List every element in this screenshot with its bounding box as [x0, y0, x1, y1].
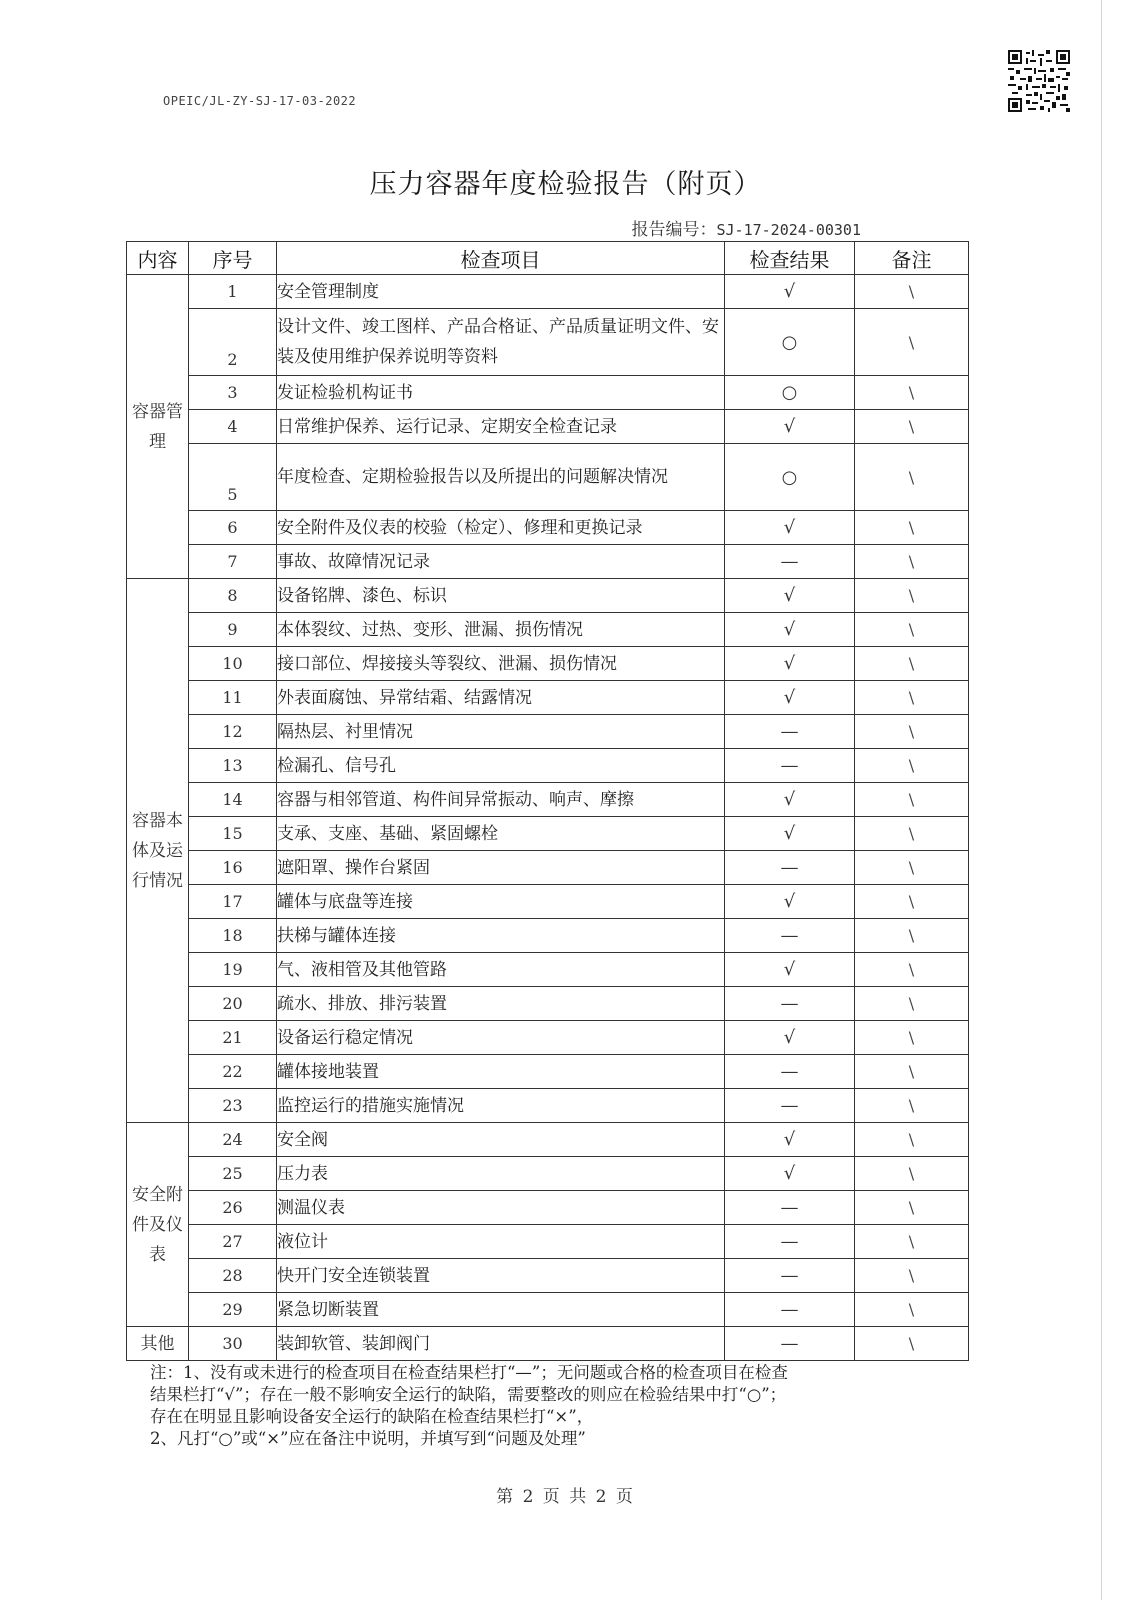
- note-line: 注：1、没有或未进行的检查项目在检查结果栏打“—”；无问题或合格的检查项目在检查: [150, 1363, 788, 1382]
- row-remark: \: [855, 1021, 969, 1055]
- table-row: [127, 1123, 969, 1157]
- row-number: 30: [189, 1327, 277, 1361]
- row-result: √: [725, 783, 855, 817]
- row-result: ○: [725, 444, 855, 511]
- row-remark: \: [855, 545, 969, 579]
- row-result: ○: [725, 309, 855, 376]
- table-row: [127, 1327, 969, 1361]
- table-row: [127, 1259, 969, 1293]
- row-remark: \: [855, 1259, 969, 1293]
- row-item: 设备运行稳定情况: [277, 1021, 725, 1055]
- category-other: 其他: [127, 1327, 189, 1361]
- header-number: 序号: [189, 242, 277, 275]
- note-line: 存在在明显且影响设备安全运行的缺陷在检查结果栏打“×”，: [150, 1407, 594, 1426]
- row-remark: \: [855, 1293, 969, 1327]
- row-result: √: [725, 613, 855, 647]
- table-row: [127, 579, 969, 613]
- row-result: —: [725, 1089, 855, 1123]
- row-item: 测温仪表: [277, 1191, 725, 1225]
- row-number: 6: [189, 511, 277, 545]
- table-row: [127, 613, 969, 647]
- row-result: —: [725, 545, 855, 579]
- row-result: √: [725, 410, 855, 444]
- table-row: [127, 647, 969, 681]
- notes: [150, 1362, 940, 1450]
- inspection-checklist-table: [126, 241, 969, 1361]
- row-result: —: [725, 749, 855, 783]
- row-remark: \: [855, 681, 969, 715]
- row-number: 10: [189, 647, 277, 681]
- row-number: 17: [189, 885, 277, 919]
- report-number-value: SJ-17-2024-00301: [716, 221, 861, 239]
- table-row: [127, 1191, 969, 1225]
- row-remark: \: [855, 309, 969, 376]
- table-row: [127, 1021, 969, 1055]
- row-result: √: [725, 1157, 855, 1191]
- row-remark: \: [855, 410, 969, 444]
- row-result: √: [725, 817, 855, 851]
- row-remark: \: [855, 987, 969, 1021]
- row-number: 20: [189, 987, 277, 1021]
- row-number: 18: [189, 919, 277, 953]
- row-item: 隔热层、衬里情况: [277, 715, 725, 749]
- row-remark: \: [855, 1157, 969, 1191]
- row-number: 24: [189, 1123, 277, 1157]
- row-remark: \: [855, 376, 969, 410]
- row-item: 年度检查、定期检验报告以及所提出的问题解决情况: [277, 444, 725, 511]
- row-result: √: [725, 885, 855, 919]
- row-number: 15: [189, 817, 277, 851]
- row-remark: \: [855, 511, 969, 545]
- row-item: 日常维护保养、运行记录、定期安全检查记录: [277, 410, 725, 444]
- row-number: 23: [189, 1089, 277, 1123]
- row-result: —: [725, 1191, 855, 1225]
- table-row: [127, 681, 969, 715]
- row-result: √: [725, 647, 855, 681]
- table-row: [127, 275, 969, 309]
- row-remark: \: [855, 851, 969, 885]
- row-item: 罐体接地装置: [277, 1055, 725, 1089]
- row-item: 紧急切断装置: [277, 1293, 725, 1327]
- row-remark: \: [855, 1123, 969, 1157]
- row-remark: \: [855, 1225, 969, 1259]
- row-item: 安全管理制度: [277, 275, 725, 309]
- row-number: 27: [189, 1225, 277, 1259]
- row-item: 本体裂纹、过热、变形、泄漏、损伤情况: [277, 613, 725, 647]
- note-line: 结果栏打“√”；存在一般不影响安全运行的缺陷，需要整改的则应在检验结果中打“○”；: [150, 1385, 787, 1404]
- qr-code-icon: [1008, 50, 1070, 112]
- row-item: 容器与相邻管道、构件间异常振动、响声、摩擦: [277, 783, 725, 817]
- row-remark: \: [855, 647, 969, 681]
- category-vessel-body-operation: 容器本体及运行情况: [127, 579, 189, 1123]
- row-result: ○: [725, 376, 855, 410]
- row-number: 7: [189, 545, 277, 579]
- row-number: 2: [189, 309, 277, 376]
- row-remark: \: [855, 444, 969, 511]
- row-remark: \: [855, 953, 969, 987]
- row-remark: \: [855, 783, 969, 817]
- row-number: 4: [189, 410, 277, 444]
- row-item: 装卸软管、装卸阀门: [277, 1327, 725, 1361]
- report-number-label: 报告编号：: [631, 220, 717, 240]
- table-row: [127, 1157, 969, 1191]
- row-result: —: [725, 1293, 855, 1327]
- row-result: √: [725, 511, 855, 545]
- category-vessel-management: 容器管理: [127, 275, 189, 579]
- row-result: √: [725, 953, 855, 987]
- header-remark: 备注: [855, 242, 969, 275]
- scan-edge-line: [1101, 0, 1102, 1600]
- row-number: 26: [189, 1191, 277, 1225]
- row-item: 罐体与底盘等连接: [277, 885, 725, 919]
- table-row: [127, 1055, 969, 1089]
- row-result: √: [725, 275, 855, 309]
- table-row: [127, 511, 969, 545]
- row-item: 监控运行的措施实施情况: [277, 1089, 725, 1123]
- row-result: —: [725, 1259, 855, 1293]
- table-row: [127, 817, 969, 851]
- header-category: 内容: [127, 242, 189, 275]
- row-remark: \: [855, 715, 969, 749]
- note-line: 2、凡打“○”或“×”应在备注中说明，并填写到“问题及处理”: [150, 1429, 586, 1448]
- table-row: [127, 987, 969, 1021]
- header-result: 检查结果: [725, 242, 855, 275]
- row-number: 14: [189, 783, 277, 817]
- row-item: 设计文件、竣工图样、产品合格证、产品质量证明文件、安装及使用维护保养说明等资料: [277, 309, 725, 376]
- table-row: [127, 545, 969, 579]
- row-item: 外表面腐蚀、异常结霜、结露情况: [277, 681, 725, 715]
- row-remark: \: [855, 613, 969, 647]
- category-safety-accessories: 安全附件及仪表: [127, 1123, 189, 1327]
- row-number: 21: [189, 1021, 277, 1055]
- header-item: 检查项目: [277, 242, 725, 275]
- row-item: 接口部位、焊接接头等裂纹、泄漏、损伤情况: [277, 647, 725, 681]
- report-title: 压力容器年度检验报告（附页）: [369, 169, 762, 200]
- row-number: 29: [189, 1293, 277, 1327]
- row-result: √: [725, 579, 855, 613]
- row-remark: \: [855, 1327, 969, 1361]
- row-result: √: [725, 681, 855, 715]
- row-number: 28: [189, 1259, 277, 1293]
- table-row: [127, 1225, 969, 1259]
- row-remark: \: [855, 579, 969, 613]
- row-number: 5: [189, 444, 277, 511]
- table-row: [127, 783, 969, 817]
- row-remark: \: [855, 919, 969, 953]
- row-item: 事故、故障情况记录: [277, 545, 725, 579]
- row-number: 12: [189, 715, 277, 749]
- table-row: [127, 410, 969, 444]
- row-number: 25: [189, 1157, 277, 1191]
- table-row: [127, 919, 969, 953]
- row-item: 检漏孔、信号孔: [277, 749, 725, 783]
- row-item: 压力表: [277, 1157, 725, 1191]
- table-row: [127, 851, 969, 885]
- row-item: 疏水、排放、排污装置: [277, 987, 725, 1021]
- row-number: 13: [189, 749, 277, 783]
- row-remark: \: [855, 275, 969, 309]
- row-remark: \: [855, 749, 969, 783]
- table-row: [127, 309, 969, 376]
- row-result: —: [725, 987, 855, 1021]
- row-result: —: [725, 715, 855, 749]
- table-row: [127, 444, 969, 511]
- row-item: 快开门安全连锁装置: [277, 1259, 725, 1293]
- table-row: [127, 749, 969, 783]
- row-item: 扶梯与罐体连接: [277, 919, 725, 953]
- table-row: [127, 1089, 969, 1123]
- row-number: 9: [189, 613, 277, 647]
- row-remark: \: [855, 1191, 969, 1225]
- row-number: 3: [189, 376, 277, 410]
- table-row: [127, 953, 969, 987]
- row-remark: \: [855, 817, 969, 851]
- row-number: 19: [189, 953, 277, 987]
- table-row: [127, 376, 969, 410]
- row-remark: \: [855, 1055, 969, 1089]
- page-number: 第 2 页 共 2 页: [496, 1487, 635, 1507]
- row-number: 8: [189, 579, 277, 613]
- row-result: —: [725, 1225, 855, 1259]
- row-result: √: [725, 1021, 855, 1055]
- row-remark: \: [855, 1089, 969, 1123]
- table-row: [127, 715, 969, 749]
- row-item: 安全附件及仪表的校验（检定）、修理和更换记录: [277, 511, 725, 545]
- row-item: 安全阀: [277, 1123, 725, 1157]
- table-row: [127, 885, 969, 919]
- row-item: 支承、支座、基础、紧固螺栓: [277, 817, 725, 851]
- row-item: 气、液相管及其他管路: [277, 953, 725, 987]
- row-result: —: [725, 919, 855, 953]
- row-result: —: [725, 851, 855, 885]
- row-item: 发证检验机构证书: [277, 376, 725, 410]
- row-item: 遮阳罩、操作台紧固: [277, 851, 725, 885]
- row-number: 11: [189, 681, 277, 715]
- table-row: [127, 1293, 969, 1327]
- row-number: 16: [189, 851, 277, 885]
- table-header-row: [127, 242, 969, 275]
- row-result: —: [725, 1055, 855, 1089]
- row-result: —: [725, 1327, 855, 1361]
- row-item: 液位计: [277, 1225, 725, 1259]
- row-result: √: [725, 1123, 855, 1157]
- row-number: 1: [189, 275, 277, 309]
- report-number: [632, 215, 862, 240]
- document-code: OPEIC/JL-ZY-SJ-17-03-2022: [163, 94, 357, 108]
- row-remark: \: [855, 885, 969, 919]
- row-item: 设备铭牌、漆色、标识: [277, 579, 725, 613]
- row-number: 22: [189, 1055, 277, 1089]
